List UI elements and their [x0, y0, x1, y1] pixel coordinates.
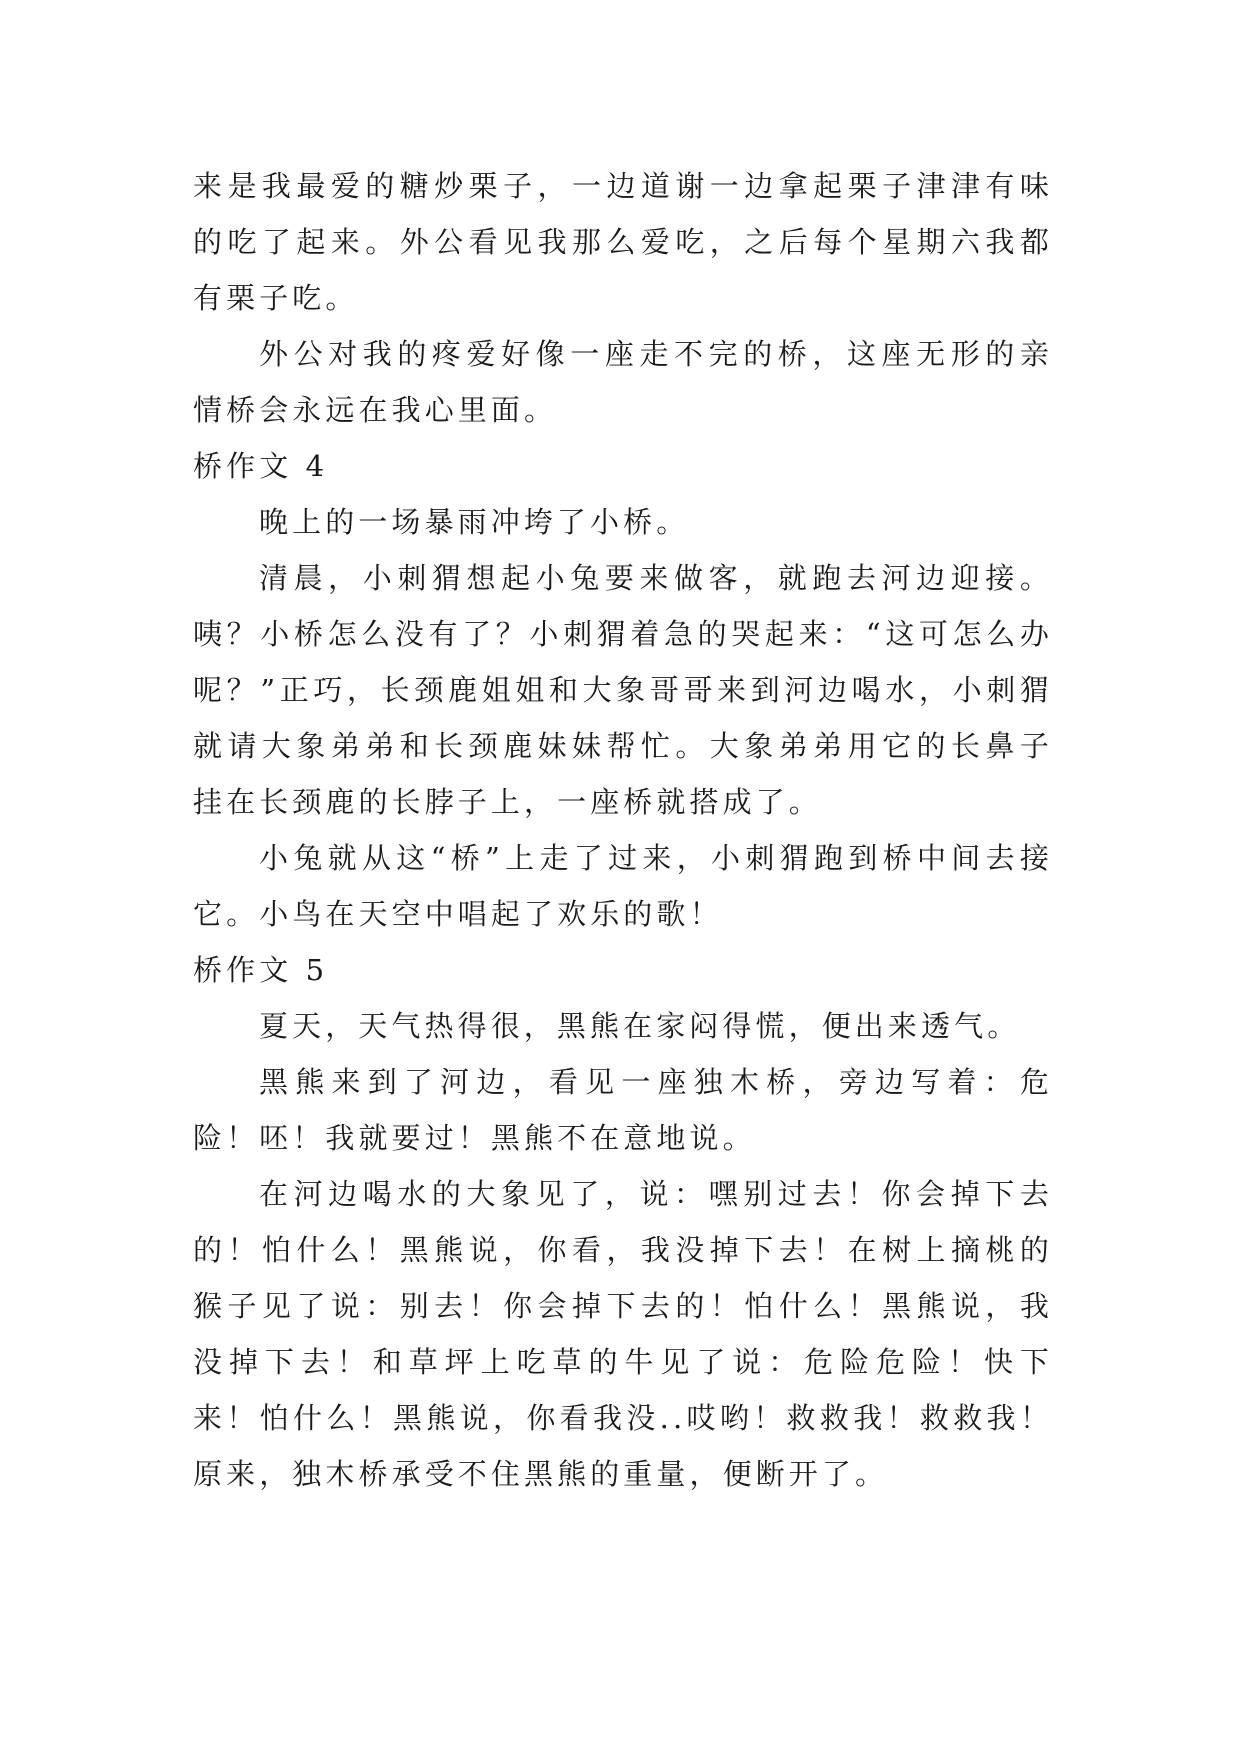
section-title-4: 桥作文 4	[193, 449, 329, 483]
paragraph-storm: 晚上的一场暴雨冲垮了小桥。	[259, 505, 690, 539]
paragraph-summer: 夏天，天气热得很，黑熊在家闷得慌，便出来透气。	[259, 1009, 1021, 1043]
paragraph-bear-river: 黑熊来到了河边，看见一座独木桥，旁边写着：危险！呸！我就要过！黑熊不在意地说。	[193, 1065, 1053, 1155]
document-body	[193, 158, 1053, 1502]
paragraph-chestnut-ending: 来是我最爱的糖炒栗子，一边道谢一边拿起栗子津津有味的吃了起来。外公看见我那么爱吃，之后每个星期六我都有栗子吃。	[193, 169, 1053, 315]
paragraph-rabbit-crosses: 小兔就从这“桥”上走了过来，小刺猬跑到桥中间去接它。小鸟在天空中唱起了欢乐的歌！	[193, 841, 1053, 931]
paragraph-hedgehog-morning: 清晨，小刺猬想起小兔要来做客，就跑去河边迎接。咦？小桥怎么没有了？小刺猬着急的哭起来：“这可怎么办呢？”正巧，长颈鹿姐姐和大象哥哥来到河边喝水，小刺猬就请大象弟弟和长颈鹿妹妹帮忙。大象弟弟用它的长鼻子挂在长颈鹿的长脖子上，一座桥就搭成了。	[193, 561, 1053, 819]
paragraph-bear-falls: 在河边喝水的大象见了，说：嘿别过去！你会掉下去的！怕什么！黑熊说，你看，我没掉下去！在树上摘桃的猴子见了说：别去！你会掉下去的！怕什么！黑熊说，我没掉下去！和草坪上吃草的牛见了说：危险危险！快下来！怕什么！黑熊说，你看我没..哎哟！救救我！救救我！原来，独木桥承受不住黑熊的重量，便断开了。	[193, 1177, 1053, 1491]
section-title-5: 桥作文 5	[193, 953, 329, 987]
paragraph-grandpa-love: 外公对我的疼爱好像一座走不完的桥，这座无形的亲情桥会永远在我心里面。	[193, 337, 1053, 427]
